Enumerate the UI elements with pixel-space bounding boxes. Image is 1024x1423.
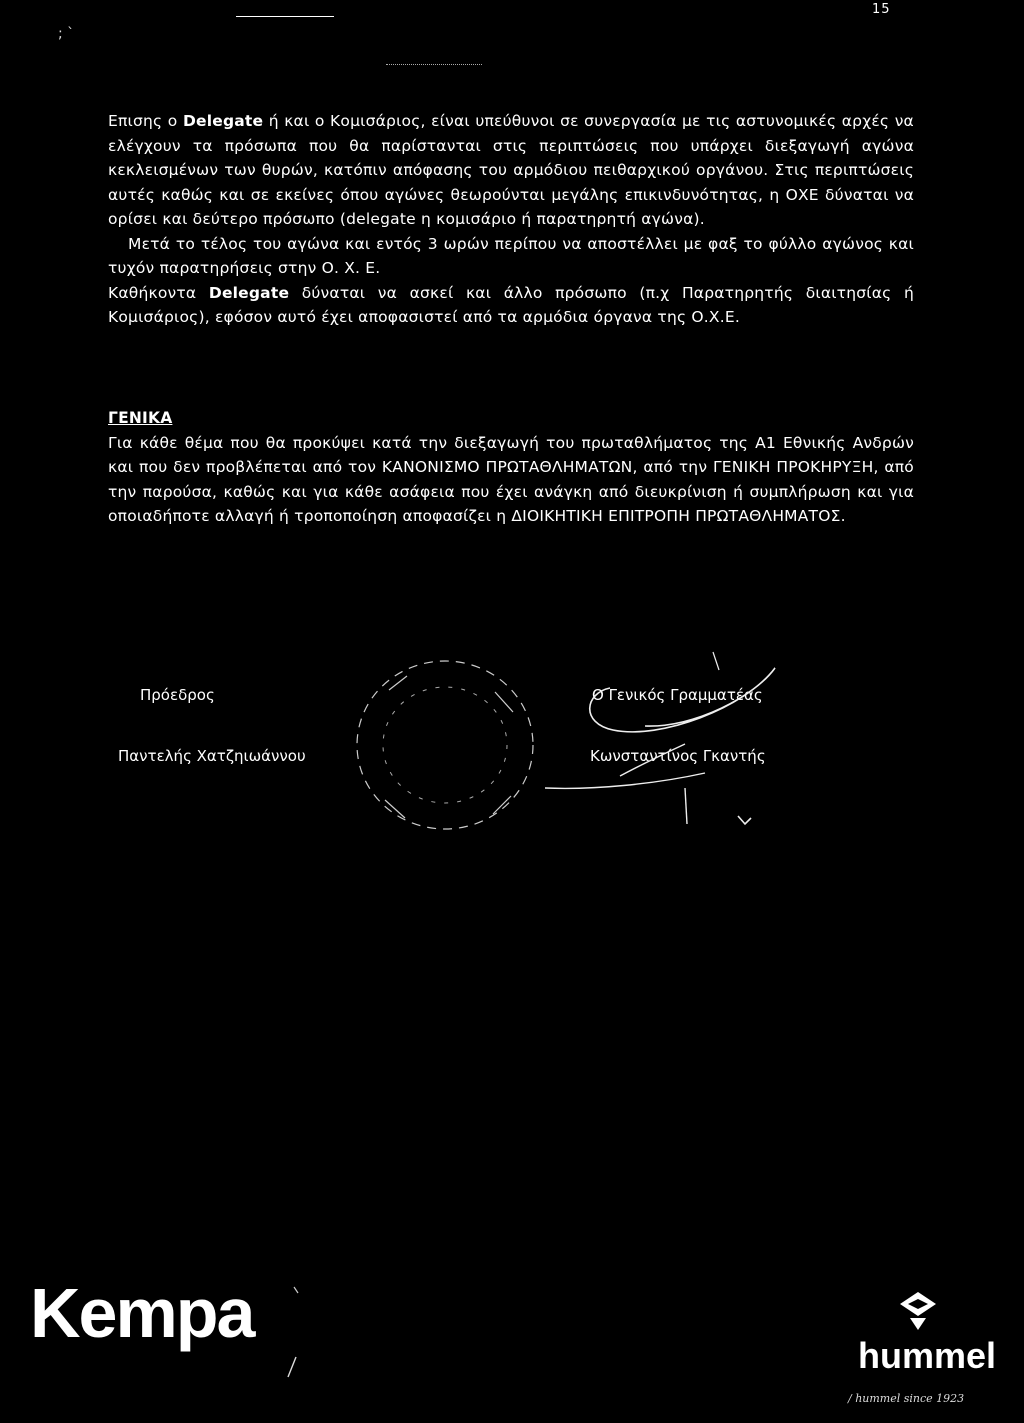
kempa-logo: Kempa [30,1274,254,1352]
delegate-paragraph-3: Καθήκοντα Delegate δύναται να ασκεί και άλλο πρόσωπο (π.χ Παρατηρητής διαιτησίας ή Κομισάριος), εφόσον αυτό έχει αποφασιστεί από τα αρμόδια όργανα της Ο.Χ.Ε. [108,283,914,326]
hummel-logo: hummel [858,1335,997,1376]
delegate-paragraph-1: Επισης ο Delegate ή και ο Κομισάριος, είναι υπεύθυνοι σε συνεργασία με τις αστυνομικές αρχές να ελέγχουν τα πρόσωπα που θα παρίστανται στις περιπτώσεις που υπάρχει διεξαγωγή αγώνα κεκλεισμένων των θυρών, κατόπιν απόφασης του αρμόδιου πειθαρχικού οργάνου. Στις περιπτώσεις αυτές καθώς και σε εκείνες όπου αγώνες θεωρούνται μεγάλης επικινδυνότητας, η ΟΧΕ δύναται να ορίσει και δεύτερο πρόσωπο (delegate η κομισάριο ή παρατηρητή αγώνα). [108,112,914,228]
official-stamp [345,650,545,840]
general-section [108,406,914,529]
hummel-tagline: / hummel since 1923 [848,1392,965,1405]
general-heading: ΓΕΝΙΚΑ [108,409,173,427]
delegate-term: Delegate [208,283,290,302]
bee-icon [890,1288,946,1332]
top-rule [236,16,334,17]
faint-header-rule [386,64,482,65]
right-signatory-name: Κωνσταντίνος Γκαντής [590,747,766,765]
right-signatory-title: Ο Γενικός Γραμματέας [592,686,763,704]
delegate-term: Delegate [182,112,264,130]
corner-marks: ; ˋ [58,26,75,42]
page-mark: 15 [872,2,891,17]
left-signatory-title: Πρόεδρος [140,686,215,704]
left-signatory-name: Παντελής Χατζηιωάννου [118,747,306,765]
delegate-paragraph-2: Μετά το τέλος του αγώνα και εντός 3 ωρών περίπου να αποστέλλει με φαξ το φύλλο αγώνος και τυχόν παρατηρήσεις στην Ο. Χ. Ε. [108,234,914,277]
handwritten-signature [525,648,795,838]
delegate-section [108,109,914,330]
general-body: Για κάθε θέμα που θα προκύψει κατά την διεξαγωγή του πρωταθλήματος της Α1 Εθνικής Ανδρών και που δεν προβλέπεται από τον ΚΑΝΟΝΙΣΜΟ ΠΡΩΤΑΘΛΗΜΑΤΩΝ, από την ΓΕΝΙΚΗ ΠΡΟΚΗΡΥΞΗ, από την παρούσα, καθώς και για κάθε ασάφεια που έχει ανάγκη από διευκρίνιση ή συμπλήρωση και για οποιαδήποτε αλλαγή ή τροποποίηση αποφασίζει η ΔΙΟΙΚΗΤΙΚΗ ΕΠΙΤΡΟΠΗ ΠΡΩΤΑΘΛΗΜΑΤΟΣ. [108,433,914,525]
kempa-logo-mark [282,1285,304,1385]
